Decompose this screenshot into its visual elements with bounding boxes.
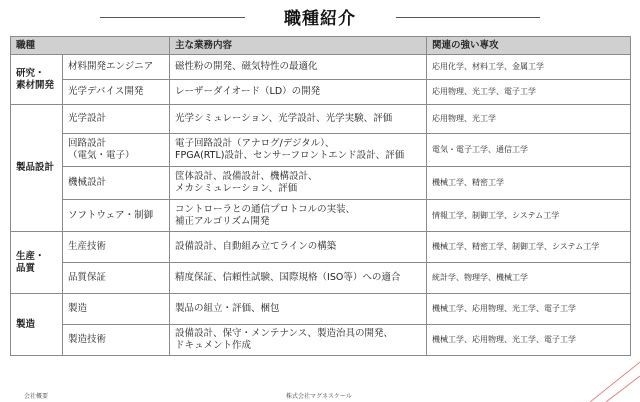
category-design: 製品設計	[11, 105, 63, 232]
major-cell: 機械工学、精密工学	[427, 167, 631, 200]
work-cell: コントローラとの通信プロトコルの実装、 補正アルゴリズム開発	[170, 200, 427, 232]
major-cell: 電気・電子工学、通信工学	[427, 134, 631, 167]
work-cell: 光学シミュレーション、光学設計、光学実験、評価	[170, 105, 427, 134]
job-cell: 材料開発エンジニア	[63, 55, 170, 80]
header-work: 主な業務内容	[170, 37, 427, 55]
footer-company-name: 株式会社マグネスケール	[286, 393, 352, 400]
table-row	[11, 134, 631, 167]
job-table	[10, 36, 631, 356]
job-cell: 製造	[63, 294, 170, 325]
table-row	[11, 325, 631, 356]
work-cell: 電子回路設計（アナログ/デジタル）、 FPGA(RTL)設計、センサーフロントエンド設計、評価	[170, 134, 427, 167]
job-cell: ソフトウェア・制御	[63, 200, 170, 232]
table-row	[11, 55, 631, 80]
header-major: 関連の強い専攻	[427, 37, 631, 55]
table-row	[11, 232, 631, 263]
title-divider-left	[100, 17, 245, 18]
category-manufacturing: 製造	[11, 294, 63, 356]
title-area	[0, 0, 640, 36]
footer-section-label: 会社概要	[24, 393, 49, 400]
major-cell: 機械工学、精密工学、制御工学、システム工学	[427, 232, 631, 263]
major-cell: 応用化学、材料工学、金属工学	[427, 55, 631, 80]
job-cell: 回路設計 （電気・電子）	[63, 134, 170, 167]
work-cell: 設備設計、自動組み立てラインの構築	[170, 232, 427, 263]
work-cell: 設備設計、保守・メンテナンス、製造治具の開発、 ドキュメント作成	[170, 325, 427, 356]
major-cell: 応用物理、光工学、電子工学	[427, 80, 631, 105]
job-cell: 生産技術	[63, 232, 170, 263]
category-research: 研究・ 素材開発	[11, 55, 63, 105]
job-cell: 光学デバイス開発	[63, 80, 170, 105]
category-production: 生産・ 品質	[11, 232, 63, 294]
table-row	[11, 263, 631, 294]
work-cell: 磁性粉の開発、磁気特性の最適化	[170, 55, 427, 80]
decoration-line	[606, 376, 640, 402]
work-cell: 製品の組立・評価、梱包	[170, 294, 427, 325]
work-cell: 筐体設計、設備設計、機構設計、 メカシミュレーション、評価	[170, 167, 427, 200]
table-row	[11, 167, 631, 200]
job-cell: 機械設計	[63, 167, 170, 200]
major-cell: 機械工学、応用物理、光工学、電子工学	[427, 294, 631, 325]
work-cell: レーザーダイオード（LD）の開発	[170, 80, 427, 105]
table-row	[11, 200, 631, 232]
table-row	[11, 105, 631, 134]
page-title: 職種紹介	[284, 9, 356, 29]
header-job: 職種	[11, 37, 170, 55]
major-cell: 応用物理、光工学	[427, 105, 631, 134]
corner-decoration	[560, 360, 640, 402]
major-cell: 機械工学、応用物理、光工学、電子工学	[427, 325, 631, 356]
table-row	[11, 80, 631, 105]
major-cell: 統計学、物理学、機械工学	[427, 263, 631, 294]
title-divider-right	[396, 17, 540, 18]
job-cell: 製造技術	[63, 325, 170, 356]
table-row	[11, 294, 631, 325]
job-cell: 品質保証	[63, 263, 170, 294]
major-cell: 情報工学、制御工学、システム工学	[427, 200, 631, 232]
table-header-row	[11, 37, 631, 55]
work-cell: 精度保証、信頼性試験、国際規格（ISO等）への適合	[170, 263, 427, 294]
job-cell: 光学設計	[63, 105, 170, 134]
